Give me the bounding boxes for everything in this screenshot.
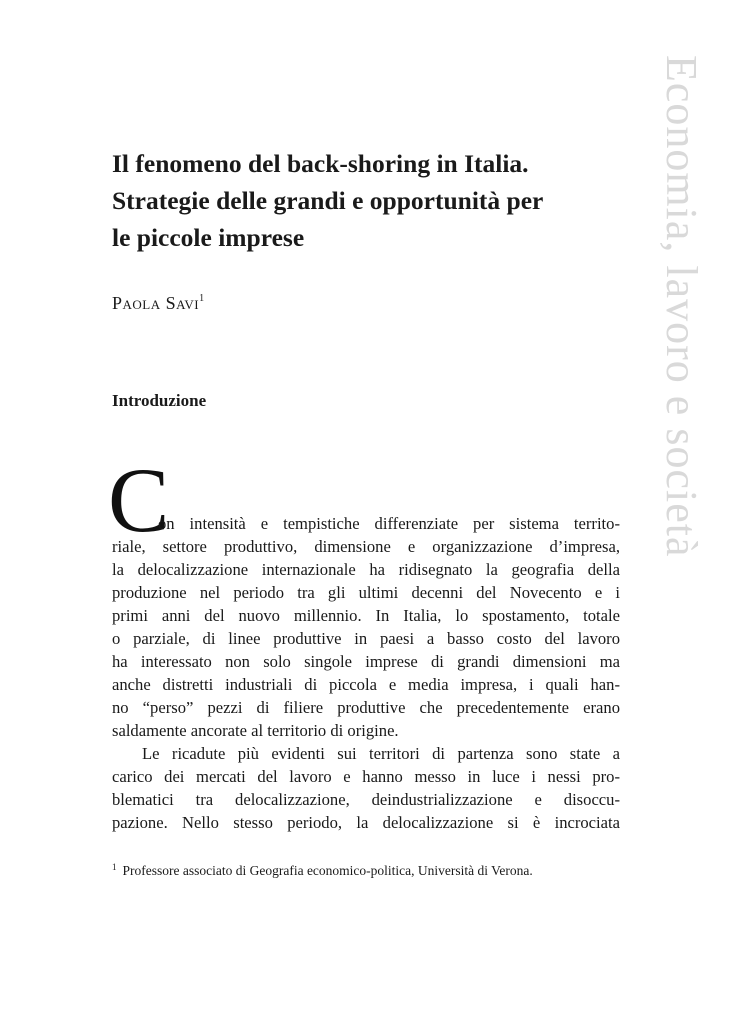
title-line: Il fenomeno del back-shoring in Italia. [112, 149, 529, 178]
text-line: anche distretti industriali di piccola e media impresa, i quali han- [112, 675, 620, 694]
text-line: riale, settore produttivo, dimensione e organizzazione d’impresa, [112, 537, 620, 556]
text-line: primi anni del nuovo millennio. In Italia, lo spostamento, totale [112, 606, 620, 625]
footnote-text: Professore associato di Geografia economico-politica, Università di Verona. [122, 863, 533, 878]
text-line: saldamente ancorate al territorio di origine. [112, 721, 399, 740]
drop-cap: C [108, 449, 170, 551]
text-line: no “perso” pezzi di filiere produttive che precedentemente erano [112, 698, 620, 717]
text-line: Le ricadute più evidenti sui territori di partenza sono state a [142, 744, 620, 763]
text-line: la delocalizzazione internazionale ha ridisegnato la geografia della [112, 560, 620, 579]
author-footnote-marker[interactable]: 1 [199, 293, 205, 304]
author-name [112, 293, 205, 314]
text-line: ha interessato non solo singole imprese di grandi dimensioni ma [112, 652, 620, 671]
text-line: pazione. Nello stesso periodo, la delocalizzazione si è incrociata [112, 813, 620, 832]
text-line: blematici tra delocalizzazione, deindustrializzazione e disoccu- [112, 790, 620, 809]
title-line: le piccole imprese [112, 223, 305, 252]
running-side-title: Economia, lavoro e società [657, 55, 706, 558]
footnote-marker: 1 [112, 862, 117, 872]
title-line: Strategie delle grandi e opportunità per [112, 186, 544, 215]
text-line: o parziale, di linee produttive in paesi a basso costo del lavoro [112, 629, 620, 648]
article-title [112, 145, 632, 256]
text-line: carico dei mercati del lavoro e hanno messo in luce i nessi pro- [112, 767, 620, 786]
author-name-text: Paola Savi [112, 293, 200, 313]
section-heading: Introduzione [112, 391, 207, 410]
text-line: on intensità e tempistiche differenziate per sistema territo- [158, 514, 620, 533]
footnote [112, 862, 533, 879]
text-line: produzione nel periodo tra gli ultimi decenni del Novecento e i [112, 583, 620, 602]
body-text [112, 512, 620, 834]
